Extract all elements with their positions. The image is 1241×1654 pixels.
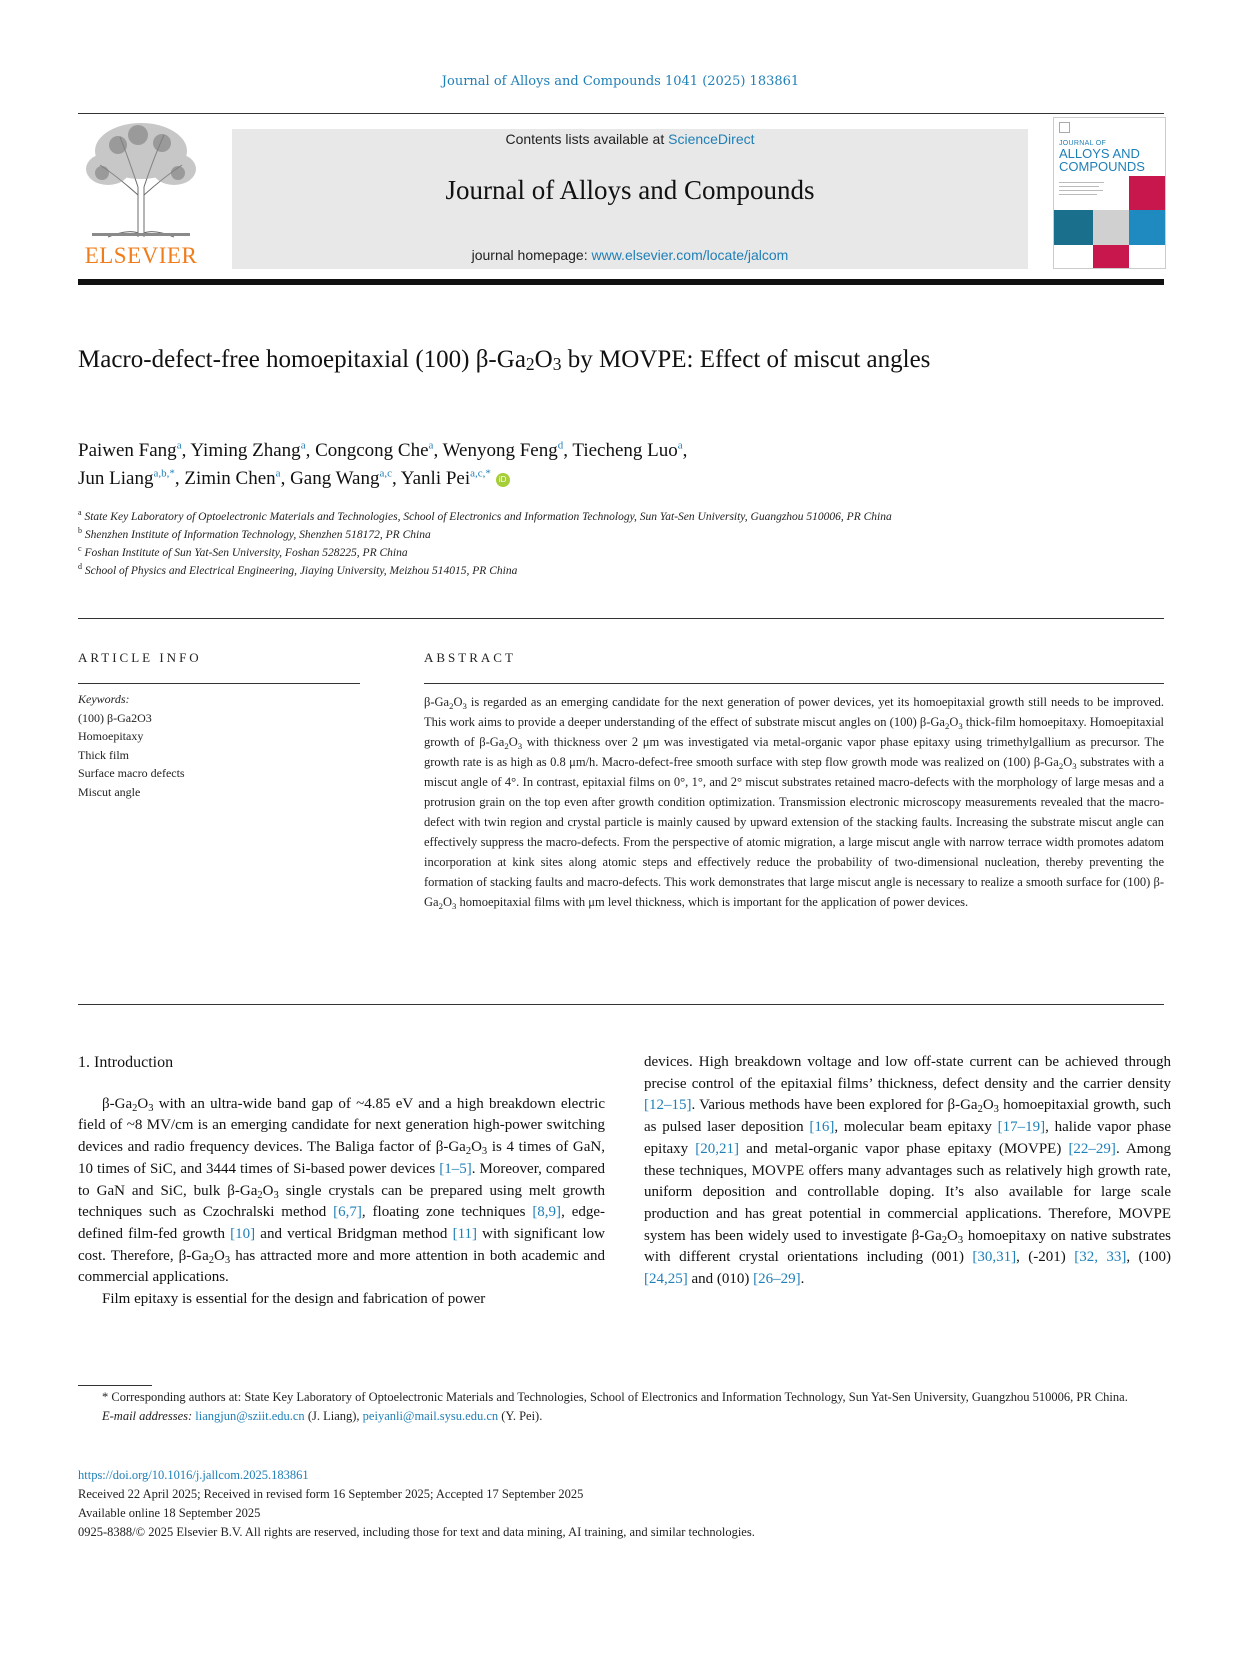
homepage-line xyxy=(232,247,1028,263)
cover-title-line1: JOURNAL OF xyxy=(1059,140,1107,147)
abstract-text: $\beta-Ga_2O_3$ is regarded as an emerging candidate for the next generation of power devices, yet its homoepitaxial growth still needs to be improved. This work aims to provide a deeper understanding of the effect of substrate miscut angles on (100) $\beta-Ga_2O_3$ thick-film homoepitaxy. Homoepitaxial growth of $\beta-Ga_2O_3$ with thickness over 2 μm was investigated via metal-organic vapor phase epitaxy using trimethylgallium as precursor. The growth rate is as high as 0.8 μm/h. Macro-defect-free smooth surface with step flow growth mode was realized on (100) $\beta-Ga_2O_3$ substrates with a miscut angle of 4°. In contrast, epitaxial films on 0°, 1°, and 2° miscut substrates retained macro-defects with the morphology of large mesas and a protrusion grain on the top even after growth condition optimization. Transmission electronic microscopy measurements revealed that the macro-defect with twin region and crystal particle is mainly caused by upward extension of the stacking faults. Increasing the substrate miscut angle can effectively suppress the macro-defects. From the perspective of atomic migration, a large miscut angle with narrow terrace width promotes adatom incorporation at kink sites along atomic steps and effectively reduce the probability of two-dimensional nucleation, thereby preventing the formation of stacking faults and macro-defects. This work demonstrates that large miscut angle is necessary to realize a smooth surface for (100) $\beta-Ga_2O_3$ homoepitaxial films with μm level thickness, which is important for the application of power devices. xyxy=(424,695,1164,911)
email-line xyxy=(78,1407,1164,1426)
article-title xyxy=(78,342,978,378)
affiliation-text: Shenzhen Institute of Information Technology, Shenzhen 518172, PR China xyxy=(82,529,431,541)
keywords-list xyxy=(78,709,360,802)
doi-link[interactable]: https://doi.org/10.1016/j.jallcom.2025.183861 xyxy=(78,1468,309,1482)
affiliation-d xyxy=(78,562,1038,580)
keyword: Miscut angle xyxy=(78,784,141,799)
cover-text-line xyxy=(1059,186,1099,187)
keyword: (100) β-Ga2O3 xyxy=(78,710,152,725)
article-info-heading: ARTICLE INFO xyxy=(78,650,202,665)
affiliation-c xyxy=(78,544,1038,562)
title-part: O xyxy=(534,346,553,373)
contents-prefix: Contents lists available at xyxy=(505,131,669,147)
author[interactable] xyxy=(290,468,392,489)
author[interactable] xyxy=(184,468,280,489)
title-part: by MOVPE: Effect of miscut angles xyxy=(561,346,931,373)
author[interactable] xyxy=(78,468,175,489)
citation-link[interactable]: [20,21] xyxy=(695,1140,740,1157)
citation-link[interactable]: [10] xyxy=(230,1225,256,1242)
keywords-block xyxy=(78,690,360,801)
journal-cover-thumbnail[interactable] xyxy=(1053,117,1166,269)
header-rule xyxy=(78,113,1164,114)
available-online: Available online 18 September 2025 xyxy=(78,1506,261,1520)
cover-block xyxy=(1129,176,1165,210)
abstract-rule xyxy=(424,683,1164,684)
email-owner: (J. Liang), xyxy=(304,1409,363,1423)
article-info-rule xyxy=(78,683,360,684)
email-owner: (Y. Pei). xyxy=(498,1409,543,1423)
paragraph: Film epitaxy is essential for the design and fabrication of power xyxy=(102,1291,486,1308)
cover-block xyxy=(1093,245,1129,268)
email-link-pei[interactable]: peiyanli@mail.sysu.edu.cn xyxy=(362,1409,499,1423)
footnote-rule xyxy=(78,1385,152,1386)
citation-link[interactable]: [16] xyxy=(809,1119,835,1136)
paragraph: devices. High breakdown voltage and low off-state current can be achieved through precise control of the epitaxial films’ thickness, defect density and the carrier density [12–15]. Various methods have been explored for $\beta-Ga_2O_3$ homoepitaxial growth, such as pulsed laser deposition [16], molecular beam epitaxy [17–19], halide vapor phase epitaxy [20,21] and metal-organic vapor phase epitaxy (MOVPE) [22–29]. Among these techniques, MOVPE offers many advantages such as relatively high growth rate, uniform deposition and controllable doping. It’s also available for large scale production and has great potential in commercial applications. Therefore, MOVPE system has been widely used to investigate $\beta-Ga_2O_3$ homoepitaxy on native substrates with different crystal orientations including (001) [30,31], (-201) [32, 33], (100) [24,25] and (010) [26–29]. xyxy=(644,1054,1172,1288)
abstract-bottom-rule xyxy=(78,1004,1164,1005)
citation-link[interactable]: [12–15] xyxy=(644,1097,692,1114)
cover-block xyxy=(1054,210,1093,245)
affiliation-key: c xyxy=(78,544,82,554)
cover-title xyxy=(1059,140,1163,173)
author[interactable] xyxy=(190,440,305,461)
author[interactable] xyxy=(401,468,491,489)
author-affiliation-mark[interactable]: a xyxy=(677,439,683,452)
author-name[interactable]: Yanli Pei xyxy=(400,468,471,489)
author-affiliation-mark[interactable]: a,b,* xyxy=(153,467,175,480)
citation-link[interactable]: [1–5] xyxy=(439,1160,472,1177)
author-name[interactable]: Wenyong Feng xyxy=(442,440,558,461)
affiliation-key: a xyxy=(78,508,82,518)
author-name[interactable]: Paiwen Fang xyxy=(78,440,177,461)
affiliation-key: d xyxy=(78,562,82,572)
affiliation-text: Foshan Institute of Sun Yat-Sen University, Foshan 528225, PR China xyxy=(81,547,408,559)
affiliation-a xyxy=(78,508,1038,526)
publication-info xyxy=(78,1466,1164,1542)
author-affiliation-mark[interactable]: a xyxy=(176,439,182,452)
affiliation-b xyxy=(78,526,1038,544)
journal-title: Journal of Alloys and Compounds xyxy=(445,175,815,205)
author[interactable] xyxy=(572,440,682,461)
elsevier-tree-icon xyxy=(78,117,204,239)
author-affiliation-mark[interactable]: d xyxy=(557,439,564,452)
author-affiliation-mark[interactable]: a,c,* xyxy=(470,467,491,480)
author-affiliation-mark[interactable]: a xyxy=(428,439,434,452)
elsevier-wordmark: ELSEVIER xyxy=(84,243,198,268)
elsevier-logo[interactable] xyxy=(78,117,204,269)
author[interactable] xyxy=(443,440,564,461)
received-dates: Received 22 April 2025; Received in revised form 16 September 2025; Accepted 17 September 2025 xyxy=(78,1487,584,1501)
email-label: E-mail addresses: xyxy=(102,1409,193,1423)
author[interactable] xyxy=(78,440,182,461)
cover-corner-mark xyxy=(1059,122,1070,133)
cover-text-line xyxy=(1059,194,1097,195)
keyword: Surface macro defects xyxy=(78,766,185,780)
author-list: Paiwen Fang$^a$, Yiming Zhang$^a$, Congcong Che$^a$, Wenyong Feng$^d$, Tiecheng Luo$^a$, Jun Liang$^{a,b,*}$, Zimin Chen$^a$, Gang Wang$^{a,c}$, Yanli Pei$^{a,c,*}$ iD xyxy=(78,439,688,489)
author-name[interactable]: Tiecheng Luo xyxy=(572,440,678,461)
author-affiliation-mark[interactable]: a xyxy=(300,439,306,452)
cover-block xyxy=(1129,210,1165,245)
copyright: 0925-8388/© 2025 Elsevier B.V. All rights are reserved, including those for text and data mining, AI training, and similar technologies. xyxy=(78,1525,755,1539)
author-affiliation-mark[interactable]: a xyxy=(275,467,281,480)
title-subscript: 3 xyxy=(552,354,562,374)
section-rule xyxy=(78,618,1164,619)
title-subscript: 2 xyxy=(525,354,535,374)
running-head[interactable]: Journal of Alloys and Compounds 1041 (2025) 183861 xyxy=(441,74,800,89)
affiliations xyxy=(78,508,1038,580)
keyword: Homoepitaxy xyxy=(78,729,144,743)
body-column-right xyxy=(644,1052,1171,1291)
footnotes xyxy=(78,1388,1164,1426)
affiliation-key: b xyxy=(78,526,82,536)
author-name[interactable]: Jun Liang xyxy=(78,468,154,489)
affiliation-text: State Key Laboratory of Optoelectronic Materials and Technologies, School of Electronics and Information Technology, Sun Yat-Sen University, Guangzhou 510006, PR China xyxy=(81,511,892,523)
citation-link[interactable]: [24,25] xyxy=(644,1271,688,1288)
journal-homepage-link[interactable]: www.elsevier.com/locate/jalcom xyxy=(591,247,789,263)
citation-link[interactable]: [30,31] xyxy=(972,1249,1017,1266)
orcid-icon[interactable]: iD xyxy=(496,473,510,487)
title-part: Macro-defect-free homoepitaxial (100) β-Ga xyxy=(78,346,526,373)
author-name[interactable]: Yiming Zhang xyxy=(190,440,301,461)
author-name[interactable]: Gang Wang xyxy=(290,468,380,489)
cover-text-line xyxy=(1059,182,1104,183)
author[interactable] xyxy=(315,440,433,461)
cover-block xyxy=(1093,210,1129,245)
author-affiliation-mark[interactable]: a,c xyxy=(379,467,392,480)
cover-title-line3: COMPOUNDS xyxy=(1059,159,1145,174)
header-thick-rule xyxy=(78,279,1164,285)
citation-link[interactable]: [22–29] xyxy=(1068,1140,1116,1157)
section-heading-introduction: 1. Introduction xyxy=(78,1054,174,1071)
keywords-label: Keywords: xyxy=(78,692,130,706)
citation-link[interactable]: [32, 33] xyxy=(1074,1249,1127,1266)
citation-link[interactable]: [17–19] xyxy=(997,1119,1046,1136)
affiliation-text: School of Physics and Electrical Engineering, Jiaying University, Meizhou 514015, PR China xyxy=(82,565,518,577)
abstract-heading: ABSTRACT xyxy=(424,650,516,665)
citation-link[interactable]: [11] xyxy=(452,1225,478,1242)
cover-text-line xyxy=(1059,190,1103,191)
author-name[interactable]: Zimin Chen xyxy=(184,468,276,489)
citation-link[interactable]: [6,7] xyxy=(333,1204,362,1221)
citation-link[interactable]: [26–29] xyxy=(753,1271,801,1288)
homepage-prefix: journal homepage: xyxy=(471,247,592,263)
paragraph: $\beta-Ga_2O_3$ with an ultra-wide band gap of ~4.85 eV and a high breakdown electric field of ~8 MV/cm is an emerging candidate for next generation high-power switching devices and radio frequency devices. The Baliga factor of $\beta-Ga_2O_3$ is 4 times of GaN, 10 times of SiC, and 3444 times of Si-based power devices [1–5]. Moreover, compared to GaN and SiC, bulk $\beta-Ga_2O_3$ single crystals can be prepared using melt growth techniques such as Czochralski method [6,7], floating zone techniques [8,9], edge-defined film-fed growth [10] and vertical Bridgman method [11] with significant low cost. Therefore, $\beta-Ga_2O_3$ has attracted more and more attention in both academic and commercial applications. xyxy=(78,1095,606,1286)
cover-title-line2: ALLOYS AND xyxy=(1059,146,1140,161)
citation-link[interactable]: [8,9] xyxy=(532,1204,562,1221)
email-link-liang[interactable]: liangjun@sziit.edu.cn xyxy=(195,1409,305,1423)
sciencedirect-link[interactable]: ScienceDirect xyxy=(668,131,755,147)
corresponding-author-note: * Corresponding authors at: State Key Laboratory of Optoelectronic Materials and Technologies, School of Electronics and Information Technology, Sun Yat-Sen University, Guangzhou 510006, PR China. xyxy=(102,1390,1128,1404)
contents-line xyxy=(232,131,1028,147)
keyword: Thick film xyxy=(78,747,129,762)
body-column-left xyxy=(78,1052,605,1311)
author-name[interactable]: Congcong Che xyxy=(315,440,429,461)
